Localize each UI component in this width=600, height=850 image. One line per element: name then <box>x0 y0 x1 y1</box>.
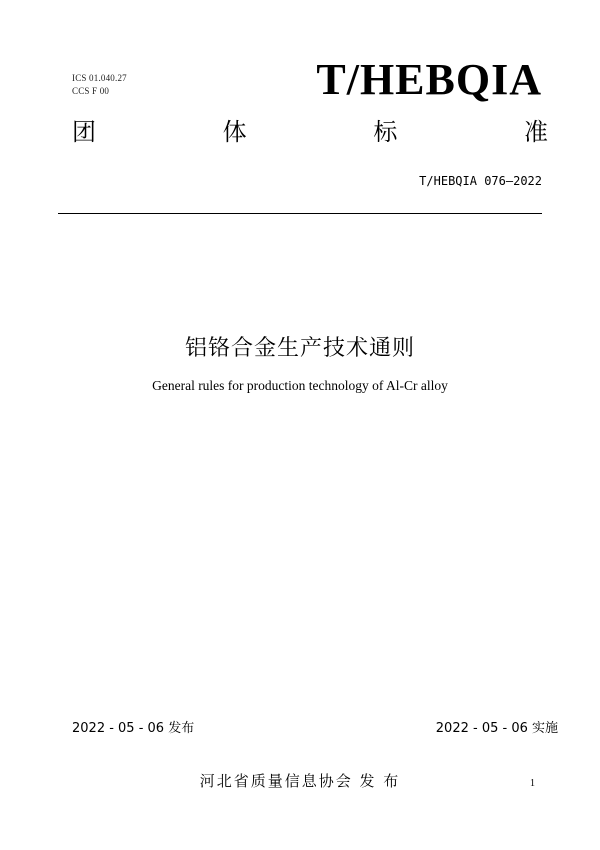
standard-type-char: 标 <box>373 118 398 146</box>
classification-codes <box>72 72 127 98</box>
document-title-english: General rules for production technology of Al-Cr alloy <box>152 378 448 393</box>
ics-code: ICS 01.040.27 <box>72 73 127 83</box>
issue-date: 2022 - 05 - 06 发布 <box>72 721 195 736</box>
standard-type-char: 团 <box>72 118 96 146</box>
standard-number: T/HEBQIA 076—2022 <box>419 174 542 188</box>
implementation-date: 2022 - 05 - 06 实施 <box>435 721 558 736</box>
standard-type-char: 体 <box>222 118 247 146</box>
organization-code: T/HEBQIA <box>316 55 542 104</box>
publisher: 河北省质量信息协会 发 布 <box>199 772 401 790</box>
ccs-code: CCS F 00 <box>72 86 110 96</box>
standard-type <box>72 116 548 148</box>
standard-type-char: 准 <box>523 118 548 146</box>
header-divider <box>58 213 542 214</box>
document-title-chinese: 铝铬合金生产技术通则 <box>184 336 415 361</box>
page-number: 1 <box>530 778 535 789</box>
